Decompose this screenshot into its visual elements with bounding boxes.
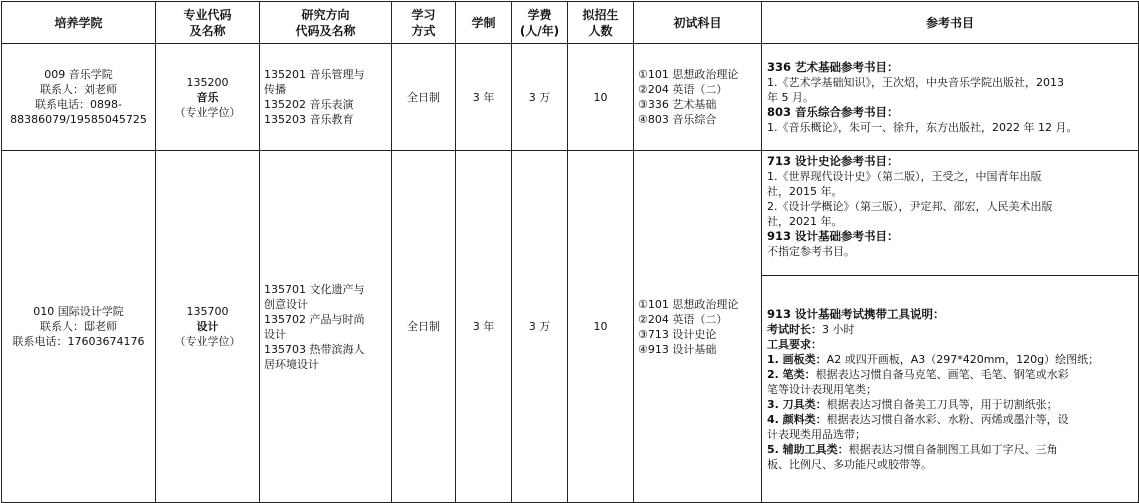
header-direction: 研究方向 代码及名称 <box>260 2 392 44</box>
book-item: 年 5 月。 <box>767 90 814 104</box>
books-cell <box>762 151 1139 276</box>
direction-line: 居环境设计 <box>264 357 319 371</box>
subject-line: ③713 设计史论 <box>638 327 717 341</box>
book-item: 2.《设计学概论》（第三版），尹定邦、邵宏，人民美术出版 <box>767 200 1053 213</box>
header-subjects: 初试科目 <box>634 2 762 44</box>
direction-line: 135202 音乐表演 <box>264 98 354 111</box>
direction-line: 135702 产品与时尚 <box>264 312 365 326</box>
fee-cell: 3 万 <box>512 44 568 151</box>
school-name: 009 音乐学院 <box>44 68 113 81</box>
book-item: 社，2015 年。 <box>767 185 843 198</box>
major-cell <box>156 44 260 151</box>
subject-line: ④913 设计基础 <box>638 342 717 356</box>
years-cell: 3 年 <box>456 44 512 151</box>
subject-line: ④803 音乐综合 <box>638 113 717 126</box>
book-heading: 336 艺术基础参考书目： <box>767 59 899 74</box>
quota-cell: 10 <box>568 151 634 503</box>
major-code: 135700 <box>186 305 229 318</box>
header-school: 培养学院 <box>2 2 156 44</box>
direction-cell <box>260 151 392 503</box>
tools-time: 考试时长：3 小时 <box>767 322 855 336</box>
direction-line: 135703 热带滨海人 <box>264 342 365 356</box>
fee-cell: 3 万 <box>512 151 568 503</box>
subjects-cell <box>634 151 762 503</box>
mode-cell: 全日制 <box>392 44 456 151</box>
major-cell <box>156 151 260 503</box>
years-cell: 3 年 <box>456 151 512 503</box>
direction-line: 135203 音乐教育 <box>264 113 354 126</box>
school-phone: 联系电话：0898- <box>35 98 122 111</box>
book-heading: 803 音乐综合参考书目： <box>767 104 899 119</box>
tools-line: 板、比例尺、多功能尺或胶带等。 <box>767 457 932 471</box>
admissions-table <box>1 1 1139 503</box>
table-row <box>2 44 1139 151</box>
header-mode: 学习 方式 <box>392 2 456 44</box>
direction-line: 135701 文化遗产与 <box>264 282 365 296</box>
tools-line: 5. 辅助工具类：根据表达习惯自备制图工具如丁字尺、三角 <box>767 442 1058 456</box>
tools-line: 笔等设计表现用笔类； <box>767 382 877 396</box>
school-cell <box>2 151 156 503</box>
tools-heading: 913 设计基础考试携带工具说明： <box>767 306 945 321</box>
book-item: 不指定参考书目。 <box>767 245 855 258</box>
major-name: 音乐 <box>196 90 219 104</box>
header-quota: 拟招生 人数 <box>568 2 634 44</box>
major-type: （专业学位） <box>174 335 241 348</box>
book-heading: 713 设计史论参考书目： <box>767 154 899 168</box>
direction-line: 传播 <box>264 83 286 96</box>
tools-cell <box>762 276 1139 503</box>
major-code: 135200 <box>186 75 229 89</box>
school-phone: 联系电话：17603674176 <box>12 335 145 348</box>
header-fee: 学费 (人/年) <box>512 2 568 44</box>
books-cell <box>762 44 1139 151</box>
tools-req-label: 工具要求： <box>767 337 822 351</box>
tools-line: 4. 颜料类：根据表达习惯自备水彩、水粉、丙烯或墨汁等，设 <box>767 412 1069 426</box>
subject-line: ②204 英语（二） <box>638 83 728 96</box>
tools-line: 2. 笔类：根据表达习惯自备马克笔、画笔、毛笔、钢笔或水彩 <box>767 367 1069 381</box>
school-name: 010 国际设计学院 <box>33 305 124 318</box>
direction-line: 设计 <box>264 327 286 341</box>
quota-cell: 10 <box>568 44 634 151</box>
school-phone-cont: 88386079/19585045725 <box>10 113 147 126</box>
book-item: 1.《世界现代设计史》（第二版），王受之，中国青年出版 <box>767 170 1042 183</box>
school-contact: 联系人：邸老师 <box>40 320 117 333</box>
subject-line: ①101 思想政治理论 <box>638 68 739 81</box>
header-books: 参考书目 <box>762 2 1139 44</box>
book-heading: 913 设计基础参考书目： <box>767 229 899 243</box>
tools-line: 计表现类用品选带； <box>767 427 866 441</box>
mode-cell: 全日制 <box>392 151 456 503</box>
subject-line: ①101 思想政治理论 <box>638 297 739 311</box>
table-row <box>2 151 1139 276</box>
header-years: 学制 <box>456 2 512 44</box>
subject-line: ②204 英语（二） <box>638 312 728 326</box>
major-name: 设计 <box>196 320 219 333</box>
subjects-cell <box>634 44 762 151</box>
header-major: 专业代码 及名称 <box>156 2 260 44</box>
tools-line: 1. 画板类：A2 或四开画板，A3（297*420mm，120g）绘图纸； <box>767 352 1100 366</box>
book-item: 社，2021 年。 <box>767 215 843 228</box>
major-type: （专业学位） <box>174 105 241 119</box>
subject-line: ③336 艺术基础 <box>638 98 717 111</box>
book-item: 1.《艺术学基础知识》，王次炤，中央音乐学院出版社，2013 <box>767 75 1064 89</box>
book-item: 1.《音乐概论》，朱可一、徐升，东方出版社，2022 年 12 月。 <box>767 120 1078 134</box>
school-contact: 联系人：刘老师 <box>40 83 117 96</box>
direction-line: 创意设计 <box>264 297 308 311</box>
direction-cell <box>260 44 392 151</box>
school-cell <box>2 44 156 151</box>
header-row <box>2 2 1139 44</box>
tools-line: 3. 刀具类：根据表达习惯自备美工刀具等，用于切割纸张； <box>767 397 1058 411</box>
direction-line: 135201 音乐管理与 <box>264 68 365 81</box>
